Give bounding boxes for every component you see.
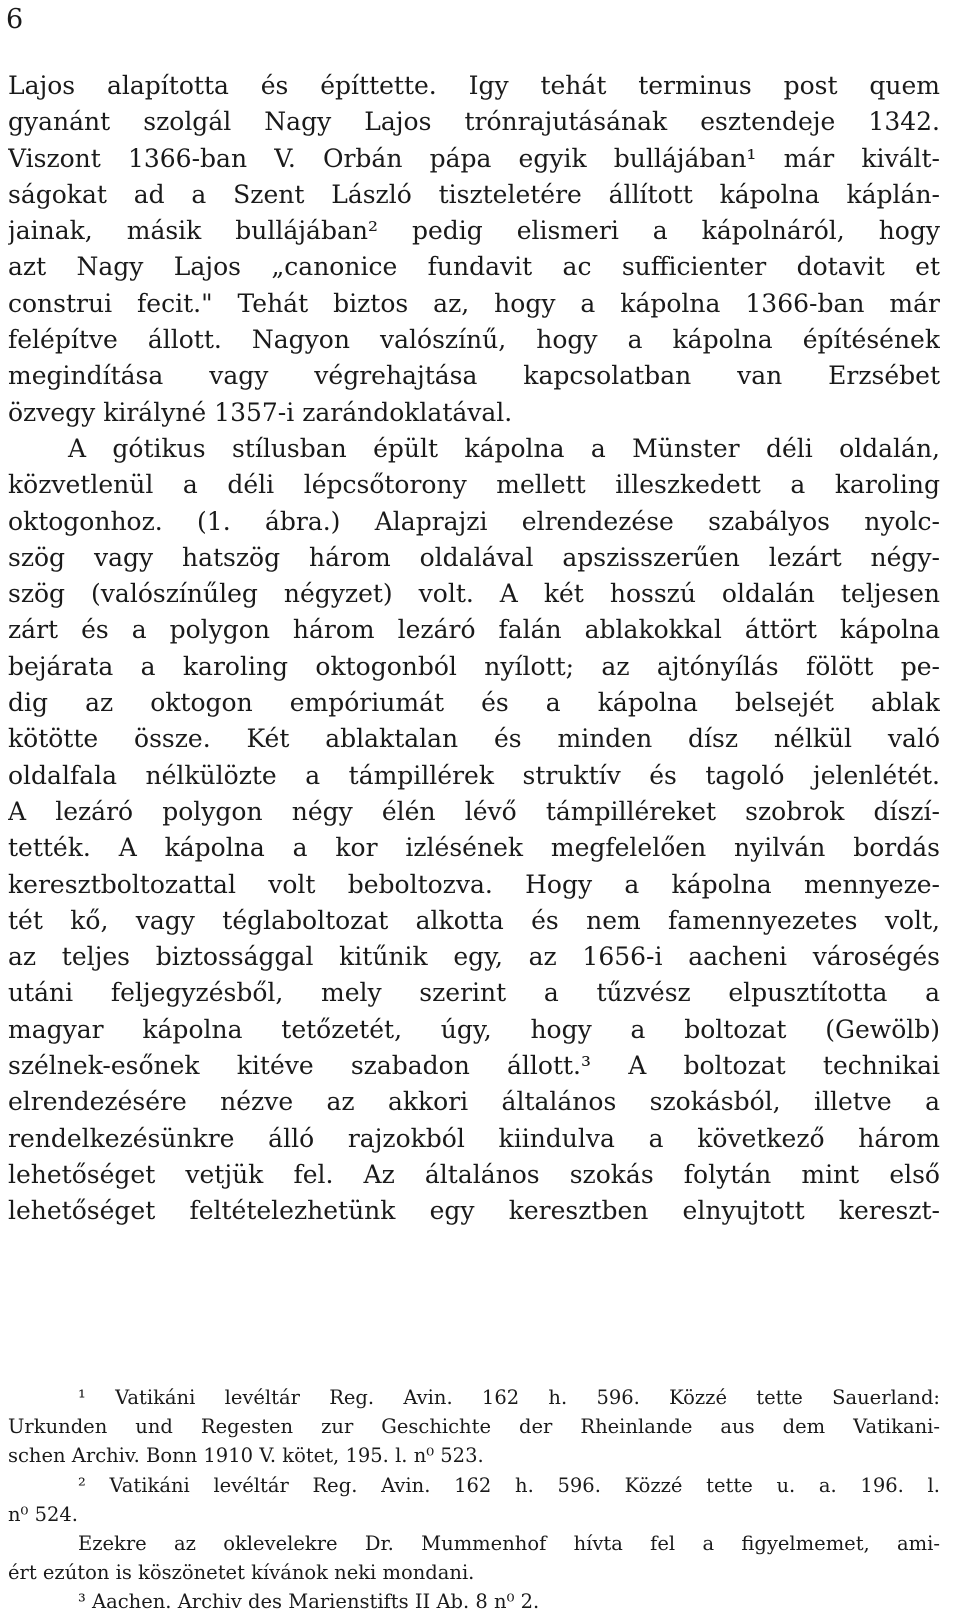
footnote-line: n⁰ 524. — [8, 1502, 78, 1526]
footnote-line: ² Vatikáni levéltár Reg. Avin. 162 h. 596. Közzé tette u. a. 196. l. — [78, 1473, 940, 1497]
body-line: szög (valószínűleg négyzet) volt. A két hosszú oldalán teljesen — [8, 579, 940, 609]
body-line: lehetőséget vetjük fel. Az általános szokás folytán mint első — [8, 1159, 940, 1189]
body-line: A lezáró polygon négy élén lévő támpilléreket szobrok díszí- — [8, 796, 940, 826]
body-line: rendelkezésünkre álló rajzokból kiindulva a következő három — [8, 1123, 940, 1153]
body-text — [8, 68, 940, 1230]
body-line: dig az oktogon empóriumát és a kápolna belsejét ablak — [8, 688, 940, 718]
body-line: özvegy királyné 1357-i zarándoklatával. — [8, 397, 513, 427]
body-line: keresztboltozattal volt beboltozva. Hogy a kápolna mennyeze- — [8, 869, 940, 899]
body-line: lehetőséget feltételezhetünk egy keresztben elnyujtott kereszt- — [8, 1196, 940, 1226]
body-line: szélnek-esőnek kitéve szabadon állott.³ A boltozat technikai — [8, 1051, 940, 1081]
body-line: tét kő, vagy téglaboltozat alkotta és nem famennyezetes volt, — [8, 905, 940, 935]
body-line: az teljes biztossággal kitűnik egy, az 1656-i aacheni városégés — [8, 942, 940, 972]
body-line: oktogonhoz. (1. ábra.) Alaprajzi elrendezése szabályos nyolc- — [8, 506, 940, 536]
body-line: jainak, másik bullájában² pedig elismeri a kápolnáról, hogy — [8, 216, 940, 246]
body-line: elrendezésére nézve az akkori általános szokásból, illetve a — [8, 1087, 940, 1117]
body-line: azt Nagy Lajos „canonice fundavit ac sufficienter dotavit et — [8, 252, 940, 282]
body-line: bejárata a karoling oktogonból nyílott; az ajtónyílás fölött pe- — [8, 651, 940, 681]
footnote-line: ¹ Vatikáni levéltár Reg. Avin. 162 h. 596. Közzé tette Sauerland: — [78, 1386, 940, 1409]
body-line: construi fecit." Tehát biztos az, hogy a kápolna 1366-ban már — [8, 288, 940, 318]
body-line: tették. A kápolna a kor izlésének megfelelően nyilván bordás — [8, 833, 940, 863]
body-line: utáni feljegyzésből, mely szerint a tűzvész elpusztította a — [8, 978, 940, 1008]
footnote-line: schen Archiv. Bonn 1910 V. kötet, 195. l. n⁰ 523. — [8, 1444, 484, 1468]
body-line: szög vagy hatszög három oldalával apszisszerűen lezárt négy- — [8, 542, 940, 572]
body-line: kötötte össze. Két ablaktalan és minden dísz nélkül való — [8, 724, 940, 754]
footnotes — [8, 1383, 940, 1617]
body-line: ságokat ad a Szent László tiszteletére állított kápolna káplán- — [8, 179, 940, 209]
footnote-line: ért ezúton is köszönetet kívánok neki mondani. — [8, 1561, 475, 1585]
page-number: 6 — [6, 4, 24, 35]
footnote-line: Ezekre az oklevelekre Dr. Mummenhof hívta fel a figyelmemet, ami- — [78, 1532, 940, 1556]
body-line: felépítve állott. Nagyon valószínű, hogy a kápolna építésének — [8, 325, 940, 355]
body-line: oldalfala nélkülözte a támpillérek struktív és tagoló jelenlétét. — [8, 760, 940, 790]
body-line: Lajos alapította és építtette. Igy tehát terminus post quem — [8, 71, 940, 100]
body-line: A gótikus stílusban épült kápolna a Münster déli oldalán, — [68, 433, 940, 463]
body-line: zárt és a polygon három lezáró falán ablakokkal áttört kápolna — [8, 615, 940, 645]
footnote-line: Urkunden und Regesten zur Geschichte der Rheinlande aus dem Vatikani- — [8, 1415, 940, 1439]
body-line: magyar kápolna tetőzetét, úgy, hogy a boltozat (Gewölb) — [8, 1014, 940, 1044]
body-line: gyanánt szolgál Nagy Lajos trónrajutásának esztendeje 1342. — [8, 107, 940, 137]
body-line: megindítása vagy végrehajtása kapcsolatban van Erzsébet — [8, 361, 940, 391]
footnote-line: ³ Aachen. Archiv des Marienstifts II Ab. 8 n⁰ 2. — [78, 1590, 540, 1614]
body-line: közvetlenül a déli lépcsőtorony mellett illeszkedett a karoling — [8, 470, 940, 500]
body-line: Viszont 1366-ban V. Orbán pápa egyik bullájában¹ már kivált- — [8, 143, 940, 173]
